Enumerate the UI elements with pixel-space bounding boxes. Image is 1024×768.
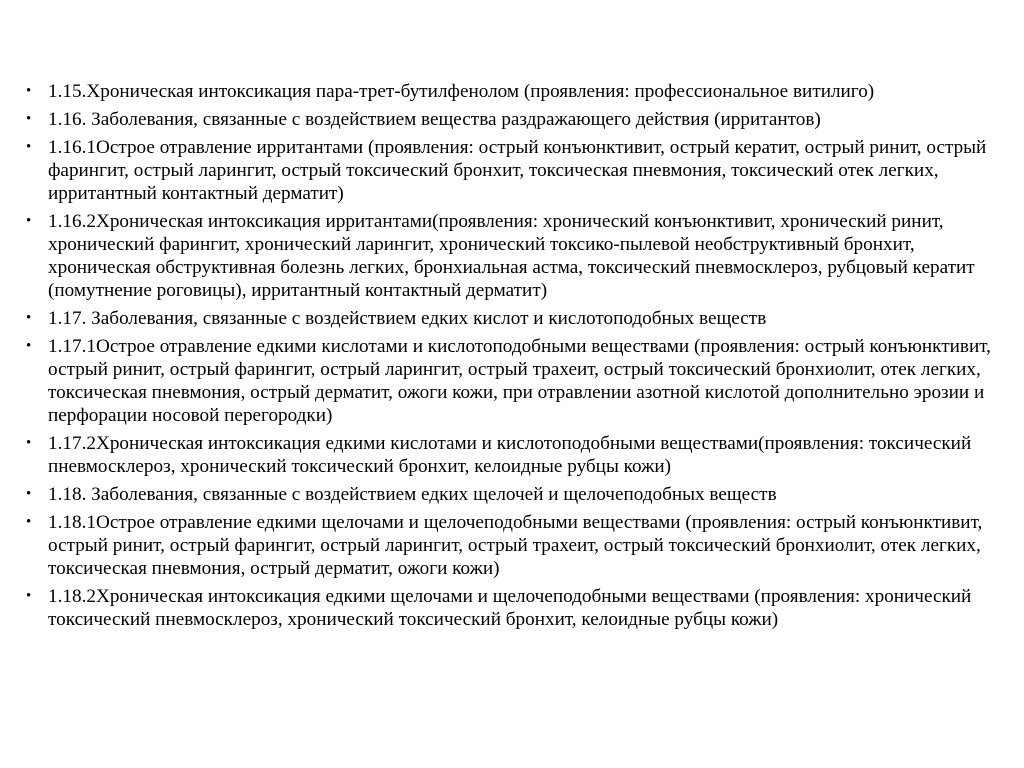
list-item xyxy=(26,136,1016,205)
bullet-icon: • xyxy=(26,111,32,127)
list-item-text: 1.17. Заболевания, связанные с воздействием едких кислот и кислотоподобных веществ xyxy=(48,308,767,329)
list-item-text: 1.17.1Острое отравление едкими кислотами и кислотоподобными веществами (проявления: острый конъюнктивит, острый ринит, острый фарингит, острый ларингит, острый трахеит, острый токсический бронхиолит, отек легких, токсическая пневмония, острый дерматит, ожоги кожи, при отравлении азотной кислотой дополнительно эрозии и перфорации носовой перегородки) xyxy=(48,336,991,426)
list-item-text: 1.18. Заболевания, связанные с воздействием едких щелочей и щелочеподобных веществ xyxy=(48,484,777,505)
list-item xyxy=(26,307,1016,330)
bullet-icon: • xyxy=(26,338,32,354)
bullet-icon: • xyxy=(26,514,32,530)
list-item xyxy=(26,80,1016,103)
list-item xyxy=(26,483,1016,506)
list-item xyxy=(26,432,1016,478)
list-item-text: 1.16.2Хроническая интоксикация ирритантами(проявления: хронический конъюнктивит, хронический ринит, хронический фарингит, хронический ларингит, хронический токсико-пылевой необструктивный бронхит, хроническая обструктивная болезнь легких, бронхиальная астма, токсический пневмосклероз, рубцовый кератит (помутнение роговицы), ирритантный контактный дерматит) xyxy=(48,211,975,301)
list-item-text: 1.15.Хроническая интоксикация пара-трет-бутилфенолом (проявления: профессиональное витилиго) xyxy=(48,81,875,102)
list-item xyxy=(26,108,1016,131)
bullet-icon: • xyxy=(26,486,32,502)
bullet-icon: • xyxy=(26,310,32,326)
list-item xyxy=(26,511,1016,580)
list-item-text: 1.18.1Острое отравление едкими щелочами и щелочеподобными веществами (проявления: острый конъюнктивит, острый ринит, острый фарингит, острый ларингит, острый трахеит, острый токсический бронхиолит, отек легких, токсическая пневмония, острый дерматит, ожоги кожи) xyxy=(48,512,983,579)
list-item-text: 1.17.2Хроническая интоксикация едкими кислотами и кислотоподобными веществами(проявления: токсический пневмосклероз, хронический токсический бронхит, келоидные рубцы кожи) xyxy=(48,433,972,477)
list-item xyxy=(26,585,1016,631)
list-item-text: 1.18.2Хроническая интоксикация едкими щелочами и щелочеподобными веществами (проявления: хронический токсический пневмосклероз, хронический токсический бронхит, келоидные рубцы кожи) xyxy=(48,586,972,630)
list-item xyxy=(26,210,1016,302)
bullet-icon: • xyxy=(26,213,32,229)
bullet-icon: • xyxy=(26,139,32,155)
list-item xyxy=(26,335,1016,427)
bullet-icon: • xyxy=(26,83,32,99)
bullet-icon: • xyxy=(26,588,32,604)
bullet-icon: • xyxy=(26,435,32,451)
list-item-text: 1.16. Заболевания, связанные с воздействием вещества раздражающего действия (ирритантов) xyxy=(48,109,821,130)
bullet-list xyxy=(26,80,1016,636)
list-item-text: 1.16.1Острое отравление ирритантами (проявления: острый конъюнктивит, острый кератит, острый ринит, острый фарингит, острый ларингит, острый токсический бронхит, токсическая пневмония, токсический отек легких, ирритантный контактный дерматит) xyxy=(48,137,987,204)
